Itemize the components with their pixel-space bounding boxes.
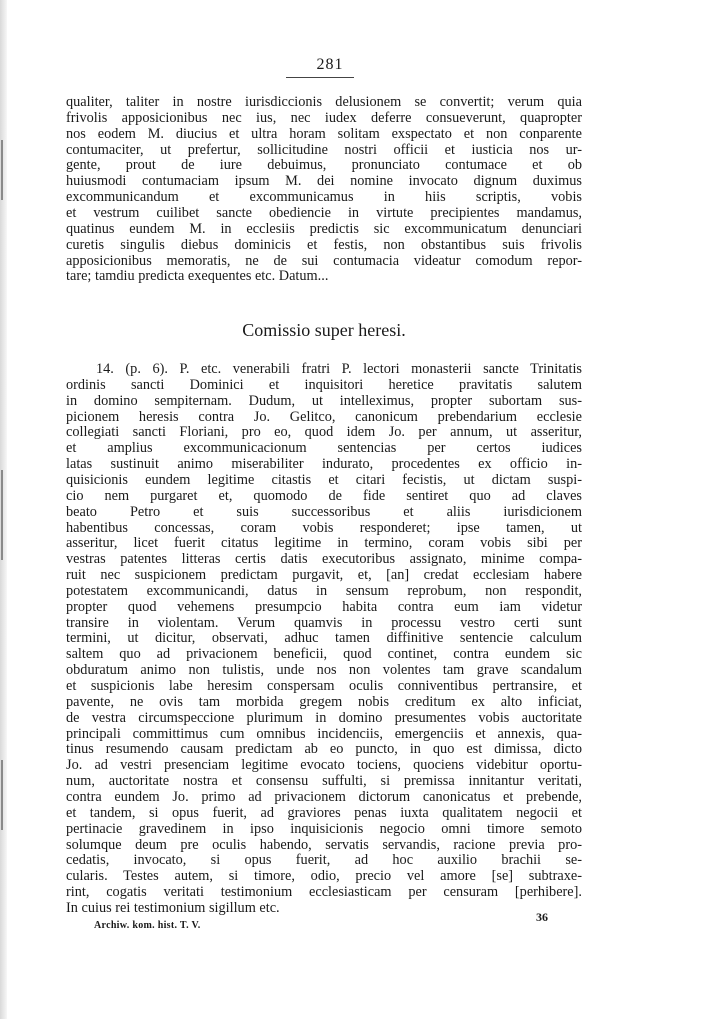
text-line: solumque deum pre oculis habendo, servatis servandis, racione previa pro- (66, 836, 582, 853)
text-line: rint, cogatis veritati testimonium ecclesiasticam per censuram [perhibere]. (66, 884, 582, 901)
page-number-rule (286, 77, 354, 78)
text-line: contumaciter, ut prefertur, sollicitudine nostri officii et iusticia nos ur- (66, 141, 582, 158)
text-line: transire in violentam. Verum quamvis in processu vestro certi sunt (66, 614, 582, 631)
text-line: 14. (p. 6). P. etc. venerabili fratri P. lectori monasterii sancte Trinitatis (96, 361, 582, 377)
text-line: qualiter, taliter in nostre iurisdiccionis delusionem se convertit; verum quia (66, 94, 582, 110)
text-line: termini, ut dicitur, observati, adhuc tamen diffinitive sentencie calculum (66, 630, 582, 647)
scan-edge-mark (1, 470, 3, 560)
text-line: beato Petro et suis successoribus et aliis iurisdicionem (66, 503, 582, 520)
text-line: ordinis sancti Dominici et inquisitori heretice pravitatis salutem (66, 376, 582, 393)
text-line: tinus resumendo causam predictam ab eo puncto, in quo est dimissa, dicto (66, 741, 582, 758)
text-line: num, auctoritate nostra et consensu suffulti, si premissa innitantur veritati, (66, 773, 582, 790)
footer-sheet-number: 36 (536, 910, 548, 924)
text-line: pertinacie gravedinem in ipso inquisicionis negocio omni timore semoto (66, 820, 582, 837)
text-line: excommunicandum et excommunicamus in hiis scriptis, vobis (66, 189, 582, 206)
text-line: nos eodem M. diucius et ultra horam solitam exspectato et non conparente (66, 125, 582, 142)
text-line: Jo. ad vestri presenciam legitime evocato tociens, quociens videbitur oportu- (66, 757, 582, 774)
text-line: ruit nec suspicionem predictam purgavit, et, [an] credat ecclesiam habere (66, 567, 582, 584)
text-line: vestras patentes litteras certis datis executoribus assignato, minime compa- (66, 551, 582, 568)
scan-edge-mark (1, 760, 3, 830)
text-line: huiusmodi contumaciam ipsum M. dei nomine invocato dignum duximus (66, 173, 582, 190)
text-line: quatinus eundem M. in ecclesiis predictis sic excommunicatum denunciari (66, 220, 582, 237)
text-line: potestatem excommunicandi, datus in sensum reprobum, non respondit, (66, 582, 582, 599)
text-line: tare; tamdiu predicta exequentes etc. Datum... (66, 268, 329, 285)
text-line: curetis singulis diebus dominicis et festis, non obstantibus suis frivolis (66, 236, 582, 253)
text-line: gente, prout de iure debuimus, pronunciato contumace et ob (66, 157, 582, 174)
text-line: saltem quo ad privacionem beneficii, quod continet, contra eundem sic (66, 646, 582, 663)
text-line: picionem heresis contra Jo. Gelitco, canonicum prebendarium ecclesie (66, 408, 582, 425)
text-line: cio nem purgaret et, quomodo de fide sentiret quo ad claves (66, 487, 582, 504)
text-line: habentibus concessas, coram vobis responderet; ipse tamen, ut (66, 519, 582, 536)
text-line: in domino sempiternam. Dudum, ut intelleximus, propter subortam sus- (66, 392, 582, 409)
text-line: In cuius rei testimonium sigillum etc. (66, 899, 280, 916)
text-line: et vestrum cuilibet sancte obediencie in virtute precipientes mandamus, (66, 204, 582, 221)
scan-edge-mark (1, 140, 3, 200)
text-line: collegiati sancti Floriani, pro eo, quod idem Jo. per annum, ut asseritur, (66, 424, 582, 441)
text-line: et tandem, si opus fuerit, ad graviores penas iuxta qualitatem negocii et (66, 804, 582, 821)
text-line: propter quod vehemens presumpcio habita contra eum iam videtur (66, 598, 582, 615)
text-line: et amplius excommunicacionum sentencias per certos iudices (66, 440, 582, 457)
text-line: quisicionis eundem legitime citastis et citari fecistis, ut dictam suspi- (66, 471, 582, 488)
text-line: de vestra circumspeccione plurimum in domino presumentes vobis auctoritate (66, 709, 582, 726)
text-line: latas sustinuit animo miserabiliter indurato, procedentes ex officio in- (66, 456, 582, 473)
text-line: frivolis apposicionibus nec ius, nec iudex deferre consueverunt, quapropter (66, 109, 582, 126)
text-line: cedatis, invocato, si opus fuerit, ad hoc auxilio brachii se- (66, 852, 582, 869)
text-line: principali committimus cum omnibus incidenciis, emergenciis et annexis, qua- (66, 725, 582, 742)
text-line: asseritur, licet fuerit citatus legitime in termino, coram vobis sibi per (66, 535, 582, 552)
text-line: apposicionibus memoratis, ne de sui contumacia videatur comodum repor- (66, 252, 582, 269)
page-number: 281 (316, 56, 344, 73)
footer-signature-mark: Archiw. kom. hist. T. V. (94, 920, 201, 931)
text-line: pavente, ne ovis tam morbida gregem nobis creditum ex alto inficiat, (66, 693, 582, 710)
text-line: cularis. Testes autem, si timore, odio, precio vel amore [se] subtraxe- (66, 868, 582, 885)
text-line: obduratum animo non tulistis, unde nos non volentes tam grave scandalum (66, 662, 582, 679)
text-line: contra eundem Jo. primo ad privacionem dictorum canonicatus et prebende, (66, 788, 582, 805)
text-line: et suspicionis labe heresim conspersam oculis conniventibus pertransire, et (66, 678, 582, 694)
section-title: Comissio super heresi. (242, 320, 406, 340)
